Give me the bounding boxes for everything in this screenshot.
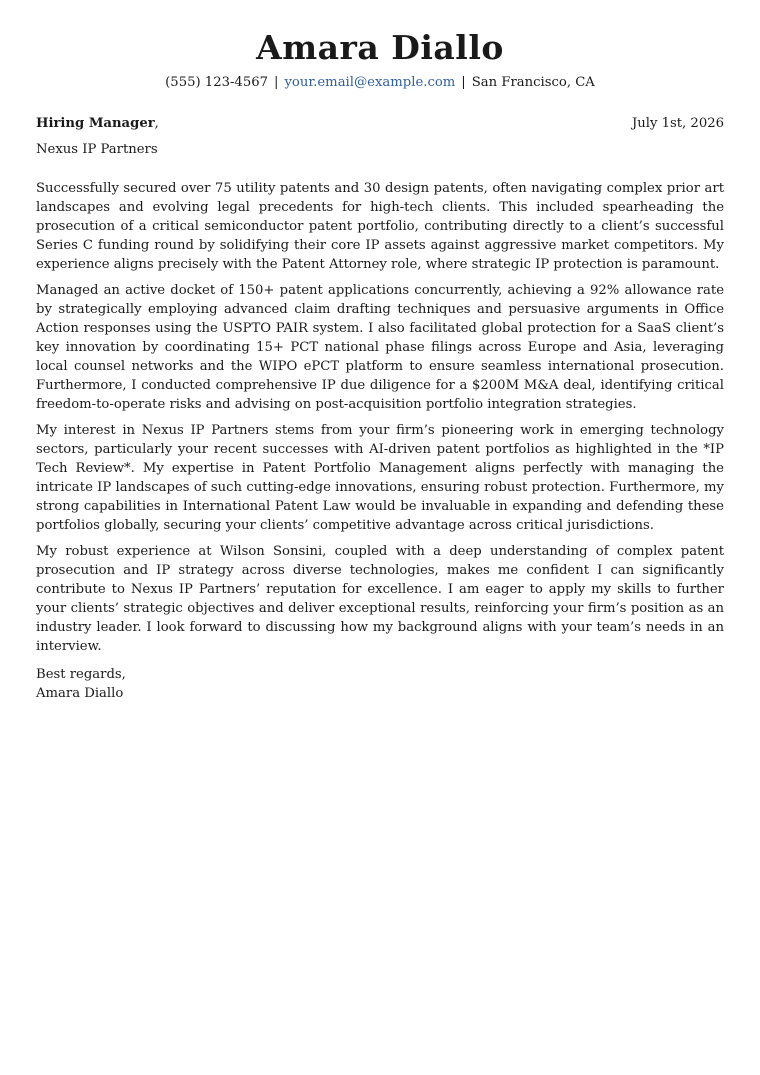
location: San Francisco, CA [471,75,595,90]
body-paragraph: My robust experience at Wilson Sonsini, coupled with a deep understanding of complex patent prosecution and IP strategy across diverse technologies, makes me confident I can significantly contribute to Nexus IP Partners’ reputation for excellence. I am eager to apply my skills to further your clients’ strategic objectives and deliver exceptional results, reinforcing your firm’s position as an industry leader. I look forward to discussing how my background aligns with your team’s needs in an interview. [36,544,724,654]
letter-body [36,179,724,656]
contact-line [36,74,724,92]
applicant-name: Amara Diallo [256,28,504,67]
contact-separator: | [274,75,279,90]
closing-salutation: Best regards, [36,667,126,682]
recipient-title-wrap [36,115,159,133]
email-link[interactable]: your.email@example.com [284,75,456,90]
contact-separator: | [461,75,466,90]
recipient-title: Hiring Manager [36,116,155,131]
recipient-company: Nexus IP Partners [36,142,158,157]
phone-number: (555) 123-4567 [165,75,268,90]
signature-name: Amara Diallo [36,686,124,701]
letter-closing [36,665,724,703]
letter-date: July 1st, 2026 [631,116,724,131]
body-paragraph: Managed an active docket of 150+ patent applications concurrently, achieving a 92% allowance rate by strategically employing advanced claim drafting techniques and persuasive arguments in Office Action responses using the USPTO PAIR system. I also facilitated global protection for a SaaS client’s key innovation by coordinating 15+ PCT national phase filings across Europe and Asia, leveraging local counsel networks and the WIPO ePCT platform to ensure seamless international prosecution. Furthermore, I conducted comprehensive IP due diligence for a $200M M&A deal, identifying critical freedom-to-operate risks and advising on post-acquisition portfolio integration strategies. [36,283,724,412]
recipient-row [36,115,724,133]
body-paragraph: Successfully secured over 75 utility patents and 30 design patents, often navigating complex prior art landscapes and evolving legal precedents for high-tech clients. This included spearheading the prosecution of a critical semiconductor patent portfolio, contributing directly to a client’s successful Series C funding round by solidifying their core IP assets against aggressive market competitors. My experience aligns precisely with the Patent Attorney role, where strategic IP protection is paramount. [36,181,724,272]
body-paragraph: My interest in Nexus IP Partners stems from your firm’s pioneering work in emerging technology sectors, particularly your recent successes with AI-driven patent portfolios as highlighted in the *IP Tech Review*. My expertise in Patent Portfolio Management aligns perfectly with managing the intricate IP landscapes of such cutting-edge innovations, ensuring robust protection. Furthermore, my strong capabilities in International Patent Law would be invaluable in expanding and defending these portfolios globally, securing your clients’ competitive advantage across critical jurisdictions. [36,423,724,533]
recipient-title-suffix: , [154,116,159,131]
